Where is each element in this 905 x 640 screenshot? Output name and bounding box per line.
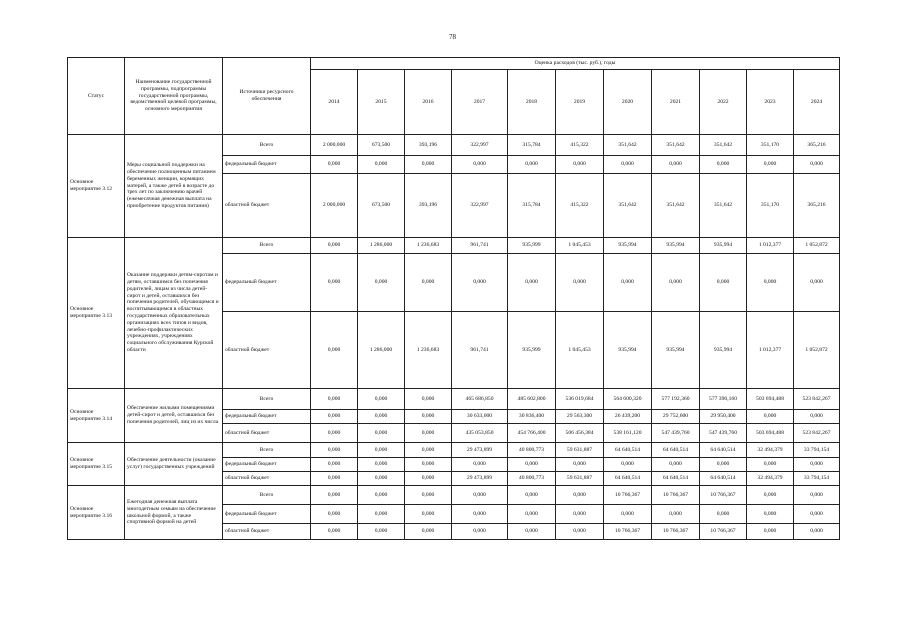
amount-cell: 0,000 (405, 443, 452, 458)
amount-cell: 0,000 (311, 254, 358, 312)
amount-cell: 0,000 (747, 458, 794, 472)
amount-cell: 10 766,367 (700, 524, 747, 540)
amount-cell: 0,000 (747, 505, 794, 524)
row-status: Основное мероприятие 3.15 (68, 443, 125, 486)
amount-cell: 0,000 (604, 458, 652, 472)
amount-cell: 30 836,400 (508, 410, 556, 424)
amount-cell: 0,000 (556, 254, 604, 312)
amount-cell: 0,000 (794, 524, 840, 540)
amount-cell: 0,000 (405, 410, 452, 424)
amount-cell: 10 766,367 (604, 524, 652, 540)
table-row (68, 443, 840, 458)
amount-cell: 0,000 (508, 505, 556, 524)
amount-cell: 0,000 (358, 389, 405, 410)
amount-cell: 0,000 (508, 458, 556, 472)
amount-cell: 673,500 (358, 135, 405, 156)
amount-cell: 1 052,872 (794, 238, 840, 254)
amount-cell: 577 192,360 (652, 389, 700, 410)
amount-cell: 0,000 (556, 156, 604, 174)
header-year: 2023 (747, 70, 794, 135)
amount-cell: 64 640,514 (604, 472, 652, 486)
amount-cell: 0,000 (452, 254, 508, 312)
amount-cell: 393,196 (405, 174, 452, 238)
amount-cell: 365,216 (794, 174, 840, 238)
funding-source: федеральный бюджет (223, 254, 311, 312)
amount-cell: 0,000 (405, 472, 452, 486)
amount-cell: 465 686,850 (452, 389, 508, 410)
header-year: 2014 (311, 70, 358, 135)
amount-cell: 538 161,120 (604, 424, 652, 443)
amount-cell: 0,000 (311, 238, 358, 254)
table-row (68, 135, 840, 156)
amount-cell: 64 640,514 (700, 443, 747, 458)
amount-cell: 935,994 (652, 238, 700, 254)
amount-cell: 10 766,367 (652, 524, 700, 540)
amount-cell: 1 012,377 (747, 238, 794, 254)
amount-cell: 2 000,000 (311, 174, 358, 238)
amount-cell: 315,784 (508, 174, 556, 238)
funding-source: областной бюджет (223, 424, 311, 443)
amount-cell: 0,000 (794, 486, 840, 505)
amount-cell: 673,500 (358, 174, 405, 238)
amount-cell: 0,000 (747, 156, 794, 174)
header-year: 2019 (556, 70, 604, 135)
funding-source: областной бюджет (223, 472, 311, 486)
amount-cell: 0,000 (652, 156, 700, 174)
amount-cell: 64 640,514 (652, 472, 700, 486)
header-year: 2018 (508, 70, 556, 135)
table-body (68, 135, 840, 540)
amount-cell: 0,000 (747, 486, 794, 505)
amount-cell: 0,000 (358, 472, 405, 486)
funding-source: областной бюджет (223, 312, 311, 389)
amount-cell: 10 766,367 (652, 486, 700, 505)
amount-cell: 415,322 (556, 135, 604, 156)
amount-cell: 435 053,850 (452, 424, 508, 443)
amount-cell: 0,000 (747, 410, 794, 424)
amount-cell: 935,994 (652, 312, 700, 389)
table-row (68, 486, 840, 505)
amount-cell: 503 694,488 (747, 424, 794, 443)
amount-cell: 415,322 (556, 174, 604, 238)
amount-cell: 0,000 (794, 254, 840, 312)
amount-cell: 0,000 (405, 524, 452, 540)
header-year: 2015 (358, 70, 405, 135)
amount-cell: 351,170 (747, 135, 794, 156)
amount-cell: 393,196 (405, 135, 452, 156)
funding-source: Всего (223, 443, 311, 458)
amount-cell: 0,000 (508, 524, 556, 540)
funding-source: областной бюджет (223, 524, 311, 540)
amount-cell: 0,000 (358, 505, 405, 524)
amount-cell: 0,000 (311, 458, 358, 472)
amount-cell: 0,000 (311, 443, 358, 458)
amount-cell: 0,000 (311, 410, 358, 424)
funding-source: федеральный бюджет (223, 156, 311, 174)
funding-source: федеральный бюджет (223, 410, 311, 424)
amount-cell: 59 631,887 (556, 472, 604, 486)
amount-cell: 64 640,514 (700, 472, 747, 486)
amount-cell: 59 631,887 (556, 443, 604, 458)
row-status: Основное мероприятие 3.12 (68, 135, 125, 238)
amount-cell: 0,000 (794, 505, 840, 524)
amount-cell: 0,000 (556, 524, 604, 540)
amount-cell: 0,000 (794, 410, 840, 424)
header-program-name: Наименование государственной программы, подпрограммы государственной программы, ведомственной целевой программы, основного мероприятия (125, 58, 223, 135)
amount-cell: 0,000 (700, 156, 747, 174)
amount-cell: 0,000 (700, 254, 747, 312)
budget-table (67, 57, 840, 540)
row-measure-name: Ежегодная денежная выплата многодетным семьям на обеспечение школьной формой, а также спортивной формой на детей (125, 486, 223, 540)
amount-cell: 0,000 (747, 254, 794, 312)
amount-cell: 64 640,514 (652, 443, 700, 458)
funding-source: Всего (223, 486, 311, 505)
row-status: Основное мероприятие 3.13 (68, 238, 125, 389)
amount-cell: 351,642 (604, 135, 652, 156)
amount-cell: 0,000 (700, 458, 747, 472)
header-status: Статус (68, 58, 125, 135)
amount-cell: 0,000 (311, 312, 358, 389)
header-estimate: Оценка расходов (тыс. руб.), годы (311, 58, 840, 70)
amount-cell: 454 766,400 (508, 424, 556, 443)
amount-cell: 935,999 (508, 312, 556, 389)
amount-cell: 0,000 (508, 254, 556, 312)
amount-cell: 351,642 (700, 174, 747, 238)
page-number: 78 (449, 33, 456, 41)
header-year: 2024 (794, 70, 840, 135)
row-measure-name: Обеспечение деятельности (оказание услуг) государственных учреждений (125, 443, 223, 486)
amount-cell: 0,000 (358, 410, 405, 424)
amount-cell: 32 494,379 (747, 472, 794, 486)
amount-cell: 935,994 (700, 238, 747, 254)
amount-cell: 0,000 (405, 505, 452, 524)
amount-cell: 1 045,453 (556, 312, 604, 389)
amount-cell: 322,997 (452, 174, 508, 238)
amount-cell: 29 563,300 (556, 410, 604, 424)
amount-cell: 0,000 (358, 524, 405, 540)
funding-source: областной бюджет (223, 174, 311, 238)
header-year: 2020 (604, 70, 652, 135)
amount-cell: 0,000 (405, 458, 452, 472)
amount-cell: 0,000 (311, 472, 358, 486)
amount-cell: 0,000 (794, 156, 840, 174)
amount-cell: 0,000 (311, 424, 358, 443)
amount-cell: 0,000 (405, 424, 452, 443)
amount-cell: 315,784 (508, 135, 556, 156)
amount-cell: 64 640,514 (604, 443, 652, 458)
table-row (68, 389, 840, 410)
amount-cell: 0,000 (405, 486, 452, 505)
amount-cell: 0,000 (604, 505, 652, 524)
amount-cell: 351,642 (700, 135, 747, 156)
amount-cell: 0,000 (700, 505, 747, 524)
amount-cell: 1 286,000 (358, 312, 405, 389)
amount-cell: 10 766,367 (604, 486, 652, 505)
amount-cell: 0,000 (358, 254, 405, 312)
table-row (68, 238, 840, 254)
row-measure-name: Меры социальной поддержки на обеспечение полноценным питанием беременных женщин, кормящих матерей, а также детей в возрасте до трех лет по заключению врачей (ежемесячная денежная выплата на приобретение продуктов питания) (125, 135, 223, 238)
amount-cell: 0,000 (556, 486, 604, 505)
amount-cell: 0,000 (405, 254, 452, 312)
amount-cell: 935,994 (604, 312, 652, 389)
amount-cell: 961,741 (452, 312, 508, 389)
amount-cell: 0,000 (452, 458, 508, 472)
amount-cell: 935,994 (700, 312, 747, 389)
amount-cell: 26 439,200 (604, 410, 652, 424)
amount-cell: 935,994 (604, 238, 652, 254)
row-measure-name: Оказание поддержки детям-сиротам и детям, оставшимся без попечения родителей, лицам из числа детей-сирот и детей, оставшихся без попечения родителей, обучающимся и воспитывающимся в областных государственных образовательных организациях всех типов и видов, лечебно-профилактических учреждениях, учреждениях социального обслуживания Курской области (125, 238, 223, 389)
amount-cell: 0,000 (358, 443, 405, 458)
amount-cell: 2 000,000 (311, 135, 358, 156)
amount-cell: 0,000 (794, 458, 840, 472)
amount-cell: 0,000 (747, 524, 794, 540)
amount-cell: 0,000 (652, 254, 700, 312)
amount-cell: 351,642 (604, 174, 652, 238)
header-year: 2017 (452, 70, 508, 135)
amount-cell: 0,000 (652, 458, 700, 472)
amount-cell: 536 019,684 (556, 389, 604, 410)
amount-cell: 1 012,377 (747, 312, 794, 389)
amount-cell: 0,000 (604, 254, 652, 312)
amount-cell: 506 456,384 (556, 424, 604, 443)
amount-cell: 1 286,000 (358, 238, 405, 254)
amount-cell: 351,642 (652, 135, 700, 156)
amount-cell: 0,000 (311, 505, 358, 524)
amount-cell: 1 236,683 (405, 238, 452, 254)
funding-source: Всего (223, 389, 311, 410)
amount-cell: 1 052,872 (794, 312, 840, 389)
amount-cell: 0,000 (405, 389, 452, 410)
amount-cell: 1 236,683 (405, 312, 452, 389)
header-sources: Источники ресурсного обеспечения (223, 58, 311, 135)
amount-cell: 0,000 (311, 486, 358, 505)
amount-cell: 547 439,760 (652, 424, 700, 443)
header-year: 2016 (405, 70, 452, 135)
header-year: 2022 (700, 70, 747, 135)
amount-cell: 0,000 (358, 458, 405, 472)
row-status: Основное мероприятие 3.14 (68, 389, 125, 443)
amount-cell: 40 800,773 (508, 443, 556, 458)
header-year: 2021 (652, 70, 700, 135)
amount-cell: 485 602,800 (508, 389, 556, 410)
amount-cell: 1 045,453 (556, 238, 604, 254)
amount-cell: 503 694,488 (747, 389, 794, 410)
amount-cell: 29 473,899 (452, 472, 508, 486)
amount-cell: 935,999 (508, 238, 556, 254)
amount-cell: 523 842,267 (794, 389, 840, 410)
row-status: Основное мероприятие 3.16 (68, 486, 125, 540)
amount-cell: 0,000 (452, 524, 508, 540)
amount-cell: 0,000 (311, 156, 358, 174)
amount-cell: 0,000 (652, 505, 700, 524)
amount-cell: 29 752,600 (652, 410, 700, 424)
amount-cell: 0,000 (358, 486, 405, 505)
funding-source: Всего (223, 238, 311, 254)
amount-cell: 0,000 (508, 486, 556, 505)
amount-cell: 0,000 (452, 486, 508, 505)
amount-cell: 564 600,320 (604, 389, 652, 410)
amount-cell: 961,741 (452, 238, 508, 254)
amount-cell: 30 633,000 (452, 410, 508, 424)
amount-cell: 0,000 (508, 156, 556, 174)
amount-cell: 32 494,379 (747, 443, 794, 458)
amount-cell: 0,000 (452, 505, 508, 524)
amount-cell: 0,000 (556, 505, 604, 524)
amount-cell: 29 950,400 (700, 410, 747, 424)
amount-cell: 0,000 (311, 389, 358, 410)
amount-cell: 0,000 (604, 156, 652, 174)
funding-source: Всего (223, 135, 311, 156)
amount-cell: 547 439,760 (700, 424, 747, 443)
amount-cell: 0,000 (358, 156, 405, 174)
amount-cell: 10 766,367 (700, 486, 747, 505)
amount-cell: 40 800,773 (508, 472, 556, 486)
amount-cell: 0,000 (452, 156, 508, 174)
amount-cell: 577 390,160 (700, 389, 747, 410)
amount-cell: 0,000 (358, 424, 405, 443)
funding-source: федеральный бюджет (223, 505, 311, 524)
funding-source: федеральный бюджет (223, 458, 311, 472)
amount-cell: 0,000 (405, 156, 452, 174)
amount-cell: 365,216 (794, 135, 840, 156)
amount-cell: 322,997 (452, 135, 508, 156)
amount-cell: 29 473,899 (452, 443, 508, 458)
amount-cell: 33 794,154 (794, 443, 840, 458)
amount-cell: 0,000 (556, 458, 604, 472)
amount-cell: 351,642 (652, 174, 700, 238)
amount-cell: 523 842,267 (794, 424, 840, 443)
amount-cell: 33 794,154 (794, 472, 840, 486)
amount-cell: 351,170 (747, 174, 794, 238)
row-measure-name: Обеспечение жилыми помещениями детей-сирот и детей, оставшихся без попечения родителей, лиц из их числа (125, 389, 223, 443)
amount-cell: 0,000 (311, 524, 358, 540)
